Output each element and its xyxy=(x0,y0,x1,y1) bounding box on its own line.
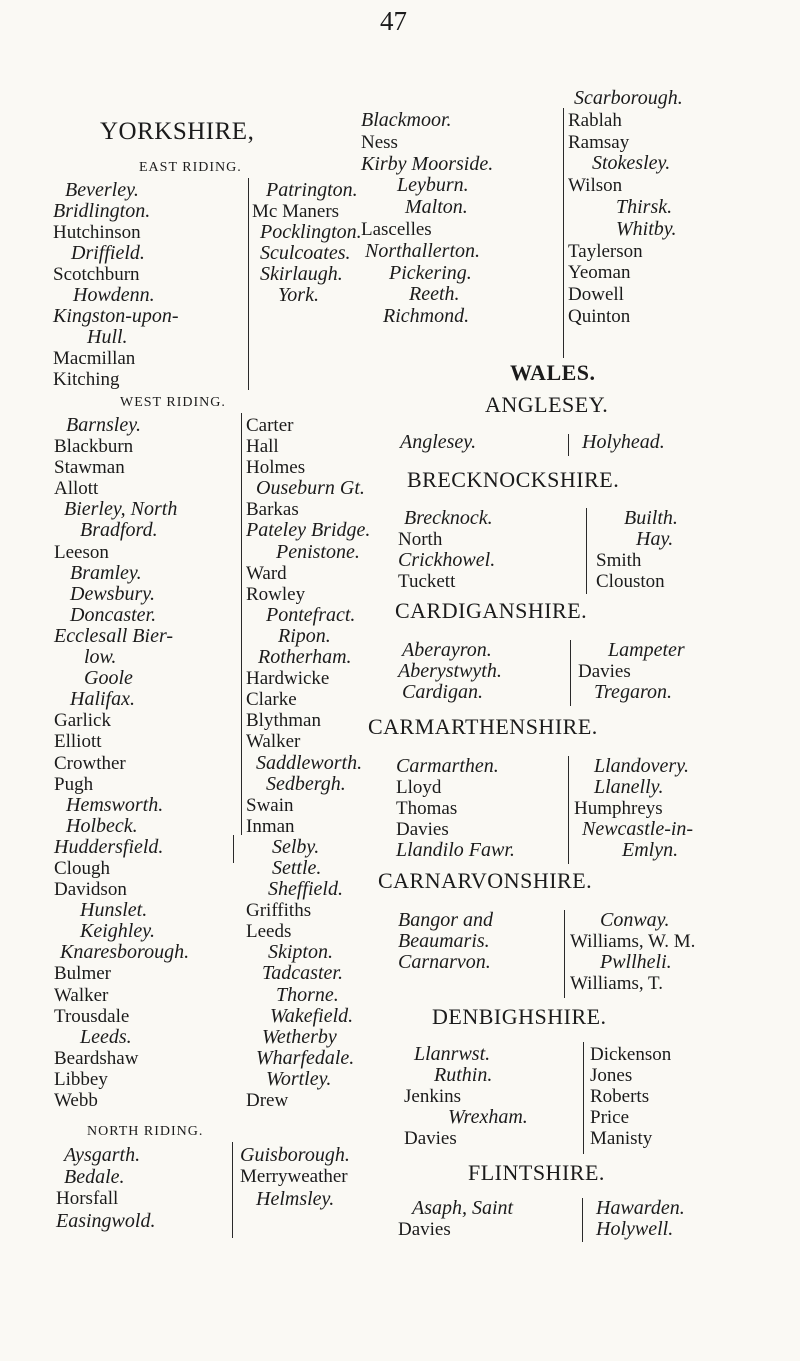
page-number: 47 xyxy=(380,6,407,36)
town-name: Stokesley. xyxy=(592,152,671,175)
town-name: Builth. xyxy=(624,507,678,529)
town-name: Aysgarth. xyxy=(64,1144,141,1166)
agent-name: Yeoman xyxy=(568,262,631,284)
agent-name: Wilson xyxy=(568,175,623,197)
town-name: Anglesey. xyxy=(400,431,477,453)
carmarthenshire-right xyxy=(574,756,693,861)
cardiganshire-right xyxy=(578,640,685,703)
town-name: Penistone. xyxy=(276,540,360,563)
agent-name: Davies xyxy=(396,819,449,840)
town-name: Saddleworth. xyxy=(256,751,363,774)
agent-name: Blythman xyxy=(246,710,321,732)
town-name: Leeds. xyxy=(80,1025,132,1048)
agent-name: Blackburn xyxy=(54,436,134,458)
town-name: Llanrwst. xyxy=(414,1043,491,1065)
brecknockshire-right xyxy=(596,508,678,592)
town-name: Bridlington. xyxy=(53,200,151,222)
agent-name: Lloyd xyxy=(396,777,442,798)
agent-name: Lascelles xyxy=(361,218,432,240)
town-name: Scarborough. xyxy=(574,87,683,109)
town-name: Kirby Moorside. xyxy=(361,152,494,175)
town-name: Barnsley. xyxy=(66,414,141,436)
town-name: Doncaster. xyxy=(70,603,157,626)
agent-name: Allott xyxy=(54,478,99,500)
town-name: Bangor and xyxy=(398,909,493,931)
agent-name: Ramsay xyxy=(568,131,630,153)
column-divider xyxy=(563,108,564,358)
agent-name: Griffiths xyxy=(246,900,312,922)
town-name: Wakefield. xyxy=(270,1004,354,1027)
town-name: Richmond. xyxy=(383,305,470,328)
town-name: Halifax. xyxy=(70,688,135,711)
town-name: Ruthin. xyxy=(434,1064,493,1086)
agent-name: Ward xyxy=(246,562,287,584)
agent-name: Libbey xyxy=(54,1068,108,1090)
town-name: Reeth. xyxy=(409,283,460,306)
agent-name: Davies xyxy=(578,661,631,682)
town-name: Asaph, Saint xyxy=(412,1197,514,1219)
column-divider xyxy=(232,1142,233,1238)
agent-name: Leeds xyxy=(246,921,292,943)
anglesey-row xyxy=(400,432,476,453)
town-name: Selby. xyxy=(272,835,320,858)
town-name: Sedbergh. xyxy=(266,772,346,795)
agent-name: Taylerson xyxy=(568,240,643,262)
town-name: Emlyn. xyxy=(622,839,679,861)
agent-name: Elliott xyxy=(54,731,102,753)
agent-name: Davies xyxy=(404,1128,457,1149)
agent-name: Rablah xyxy=(568,109,622,131)
town-name: Pickering. xyxy=(389,261,472,284)
anglesey-heading: ANGLESEY. xyxy=(485,392,609,417)
agent-name: Dowell xyxy=(568,284,624,306)
flintshire-right xyxy=(596,1198,685,1240)
town-name: Carnarvon. xyxy=(398,951,491,973)
town-name: Holyhead. xyxy=(582,431,665,453)
agent-name: Beardshaw xyxy=(54,1047,139,1069)
town-name: Settle. xyxy=(272,856,322,879)
town-name: Guisborough. xyxy=(240,1144,350,1166)
town-name: Skipton. xyxy=(268,941,333,964)
town-name: Huddersfield. xyxy=(54,835,164,858)
town-name: Beverley. xyxy=(65,179,139,201)
town-name: Malton. xyxy=(405,196,468,219)
column-divider xyxy=(568,434,569,456)
denbighshire-heading: DENBIGHSHIRE. xyxy=(432,1004,607,1029)
agent-name: Barkas xyxy=(246,499,299,521)
town-name: Llanelly. xyxy=(594,776,664,798)
town-name: Easingwold. xyxy=(56,1210,156,1232)
town-name: Cardigan. xyxy=(402,681,483,703)
town-name: Lampeter xyxy=(608,639,685,661)
west-riding-heading: WEST RIDING. xyxy=(120,395,226,410)
column-divider xyxy=(568,756,569,864)
column-divider xyxy=(586,508,587,594)
carmarthenshire-left xyxy=(396,756,515,861)
north-riding-continued-left xyxy=(361,110,493,328)
town-name: Keighley. xyxy=(80,920,155,943)
agent-name: Carter xyxy=(246,415,294,436)
agent-name: Price xyxy=(590,1107,630,1128)
agent-name: Tuckett xyxy=(398,571,456,592)
agent-name: Garlick xyxy=(54,710,111,732)
agent-name: Scotchburn xyxy=(53,264,140,285)
column-divider xyxy=(570,640,571,706)
agent-name: Clarke xyxy=(246,689,297,711)
agent-name: Rowley xyxy=(246,583,306,605)
agent-name: Webb xyxy=(54,1090,98,1111)
town-name: Patrington. xyxy=(266,179,358,201)
town-name: Whitby. xyxy=(616,217,677,240)
town-name: Bedale. xyxy=(64,1166,125,1188)
town-name: Aberystwyth. xyxy=(398,660,502,682)
wales-title: WALES. xyxy=(510,360,596,385)
brecknockshire-left xyxy=(398,508,495,592)
column-divider xyxy=(582,1198,583,1242)
agent-name: Williams, W. M. xyxy=(570,931,696,952)
north-riding-left-column xyxy=(56,1144,155,1232)
town-name: Wetherby xyxy=(262,1025,337,1048)
agent-name: Davies xyxy=(398,1219,451,1240)
town-name: Hull. xyxy=(87,326,128,348)
town-name: Pocklington. xyxy=(260,221,362,243)
agent-name: Stawman xyxy=(54,457,125,479)
town-name: Tregaron. xyxy=(594,681,672,703)
town-name: Pontefract. xyxy=(266,603,356,626)
agent-name: Jenkins xyxy=(404,1086,461,1107)
town-name: Bramley. xyxy=(70,561,142,584)
agent-name: Drew xyxy=(246,1090,289,1111)
column-divider xyxy=(233,835,234,863)
agent-name: Inman xyxy=(246,815,295,837)
town-name: Rotherham. xyxy=(258,646,352,669)
flintshire-left xyxy=(398,1198,513,1240)
east-riding-heading: EAST RIDING. xyxy=(139,160,242,175)
agent-name: North xyxy=(398,529,443,550)
town-name: Thirsk. xyxy=(616,195,673,218)
agent-name: Pugh xyxy=(54,773,94,795)
town-name: Pateley Bridge. xyxy=(246,519,371,542)
town-name: Howdenn. xyxy=(73,284,155,306)
town-name: Blackmoor. xyxy=(361,109,452,131)
anglesey-row-right xyxy=(582,432,665,453)
town-name: Carmarthen. xyxy=(396,755,499,777)
town-name: Northallerton. xyxy=(365,239,481,262)
denbighshire-left xyxy=(404,1044,528,1149)
agent-name: Jones xyxy=(590,1065,633,1086)
north-riding-right-column xyxy=(240,1144,350,1210)
agent-name: Trousdale xyxy=(54,1005,130,1027)
agent-name: Walker xyxy=(54,984,109,1006)
town-name: Crickhowel. xyxy=(398,549,496,571)
town-name: Sheffield. xyxy=(268,878,343,901)
denbighshire-right xyxy=(590,1044,671,1149)
town-name: Hawarden. xyxy=(596,1197,685,1219)
agent-name: Clough xyxy=(54,857,110,879)
town-name: Llandilo Fawr. xyxy=(396,839,515,861)
town-name: Bierley, North xyxy=(64,498,178,521)
town-name: Hunslet. xyxy=(80,899,148,922)
agent-name: Mc Maners xyxy=(252,201,340,222)
town-name: Conway. xyxy=(600,909,670,931)
agent-name: Roberts xyxy=(590,1086,650,1107)
town-name: Holywell. xyxy=(596,1218,674,1240)
east-riding-right-column xyxy=(252,180,362,306)
town-name: Beaumaris. xyxy=(398,930,490,952)
agent-name: Williams, T. xyxy=(570,973,663,994)
cardiganshire-left xyxy=(398,640,502,703)
town-name: Tadcaster. xyxy=(262,962,343,985)
agent-name: Thomas xyxy=(396,798,458,819)
county-title-yorkshire: YORKSHIRE, xyxy=(100,118,255,145)
agent-name: Merryweather xyxy=(240,1166,348,1187)
agent-name: Holmes xyxy=(246,457,306,479)
town-name: low. xyxy=(84,646,117,669)
town-name: Leyburn. xyxy=(397,174,469,197)
town-name: Wortley. xyxy=(266,1067,332,1090)
town-name: Hay. xyxy=(636,528,674,550)
town-name: Kingston-upon- xyxy=(53,305,179,327)
agent-name: Hutchinson xyxy=(53,222,141,243)
agent-name: Crowther xyxy=(54,752,126,774)
town-name: Ecclesall Bier- xyxy=(54,624,173,647)
agent-name: Ness xyxy=(361,131,398,153)
town-name: Helmsley. xyxy=(256,1188,335,1210)
column-divider xyxy=(248,178,249,390)
town-name: Dewsbury. xyxy=(70,582,155,605)
town-name: Driffield. xyxy=(71,242,145,264)
town-name: Aberayron. xyxy=(402,639,492,661)
carnarvonshire-left xyxy=(398,910,493,973)
town-name: Pwllheli. xyxy=(600,951,672,973)
agent-name: Manisty xyxy=(590,1128,653,1149)
north-riding-continued-right xyxy=(568,88,683,328)
town-name: Newcastle-in- xyxy=(582,818,694,840)
town-name: Bradford. xyxy=(80,519,158,542)
cardiganshire-heading: CARDIGANSHIRE. xyxy=(395,598,588,623)
flintshire-heading: FLINTSHIRE. xyxy=(468,1160,605,1185)
town-name: Thorne. xyxy=(276,983,339,1006)
town-name: Goole xyxy=(84,667,133,690)
agent-name: Quinton xyxy=(568,305,631,327)
column-divider xyxy=(564,910,565,998)
brecknockshire-heading: BRECKNOCKSHIRE. xyxy=(407,467,620,492)
agent-name: Macmillan xyxy=(53,348,136,369)
agent-name: Humphreys xyxy=(574,798,663,819)
carnarvonshire-right xyxy=(570,910,695,994)
carmarthenshire-heading: CARMARTHENSHIRE. xyxy=(368,714,598,739)
agent-name: Leeson xyxy=(54,541,109,563)
agent-name: Hardwicke xyxy=(246,668,330,690)
east-riding-left-column xyxy=(53,180,179,390)
agent-name: Davidson xyxy=(54,879,127,901)
agent-name: Walker xyxy=(246,731,301,753)
town-name: York. xyxy=(278,284,319,306)
agent-name: Bulmer xyxy=(54,963,111,985)
agent-name: Kitching xyxy=(53,369,120,390)
town-name: Llandovery. xyxy=(594,755,689,777)
west-riding-right-column xyxy=(242,415,370,1111)
agent-name: Swain xyxy=(246,794,294,816)
west-riding-left-column xyxy=(54,415,189,1111)
town-name: Holbeck. xyxy=(66,814,138,837)
town-name: Knaresborough. xyxy=(60,941,190,964)
town-name: Wharfedale. xyxy=(256,1046,355,1069)
town-name: Sculcoates. xyxy=(260,242,351,264)
column-divider xyxy=(583,1042,584,1154)
north-riding-heading: NORTH RIDING. xyxy=(87,1124,204,1139)
agent-name: Hall xyxy=(246,436,279,458)
town-name: Wrexham. xyxy=(448,1106,528,1128)
agent-name: Dickenson xyxy=(590,1044,672,1065)
town-name: Skirlaugh. xyxy=(260,263,343,285)
town-name: Ouseburn Gt. xyxy=(256,477,365,500)
carnarvonshire-heading: CARNARVONSHIRE. xyxy=(378,868,593,893)
agent-name: Horsfall xyxy=(56,1188,119,1209)
agent-name: Smith xyxy=(596,550,642,571)
town-name: Ripon. xyxy=(278,624,331,647)
town-name: Hemsworth. xyxy=(66,793,164,816)
agent-name: Clouston xyxy=(596,571,665,592)
town-name: Brecknock. xyxy=(404,507,493,529)
